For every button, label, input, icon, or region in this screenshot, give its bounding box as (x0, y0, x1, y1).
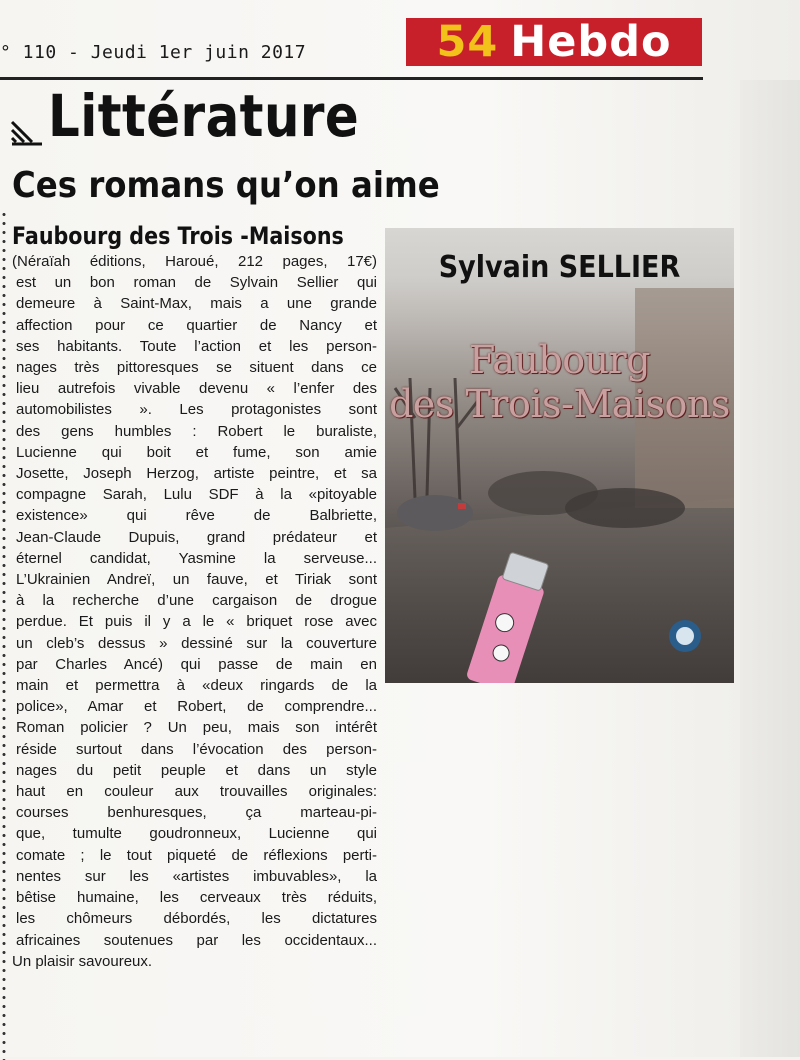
page-margin (740, 80, 800, 1057)
article-line: éternel candidat, Yasmine la serveuse... (16, 549, 377, 567)
article-line: lieu autrefois vivable devenu « l’enfer des (16, 380, 377, 398)
article-line: est un bon roman de Sylvain Sellier qui (16, 274, 377, 292)
masthead-logo (406, 18, 702, 66)
article-line: L’Ukrainien Andreï, un fauve, et Tiriak sont (16, 571, 377, 589)
article-line: Jean-Claude Dupuis, grand prédateur et (16, 528, 377, 546)
article-line: que, tumulte goudronneux, Lucienne qui (16, 825, 377, 843)
cover-title-line1: Faubourg (468, 338, 651, 382)
article-line: police», Amar et Robert, de comprendre... (16, 698, 377, 716)
book-cover-image (385, 228, 734, 683)
article-line: main et permettra à «deux ringards de la (16, 677, 377, 695)
article-line: bêtise humaine, les cerveaux très réduits, (16, 889, 377, 907)
article-line: courses benhuresques, ça marteau-pi- (16, 804, 377, 822)
article-line: Josette, Joseph Herzog, artiste peintre, et sa (16, 465, 377, 483)
article-line: nages du petit peuple et dans un style (16, 761, 377, 779)
article-body (12, 251, 377, 972)
article-line: affection pour ce quartier de Nancy et (16, 316, 377, 334)
cover-illustration (385, 228, 734, 683)
article-line: (Néraïah éditions, Haroué, 212 pages, 17€) (12, 253, 377, 270)
article-line: compagne Sarah, Lulu SDF à la «pitoyable (16, 486, 377, 504)
article-line: haut en couleur aux trouvailles originales: (16, 783, 377, 801)
article-line: Roman policier ? Un peu, mais son intérêt (16, 719, 377, 737)
article-line: africaines soutenues par les occidentaux... (16, 931, 377, 949)
header-rule (0, 77, 703, 80)
section-title: Littérature (48, 82, 360, 150)
article-line: demeure à Saint-Max, mais a une grande (16, 295, 377, 313)
article-line: Un plaisir savoureux. (12, 952, 153, 970)
article-line: par Charles Ancé) qui passe de main en (16, 655, 377, 673)
article-line: à la recherche d’une cargaison de drogue (16, 592, 377, 610)
dotted-margin-rule (2, 210, 6, 1060)
article-line: Lucienne qui boit et fume, son amie (16, 443, 377, 461)
article-line: un cleb’s dessus » dessiné sur la couverture (16, 634, 377, 652)
article-line: nentes sur les «artistes imbuvables», la (16, 867, 377, 885)
article-line: existence» qui rêve de Balbriette, (16, 507, 377, 525)
section-hatch-icon (10, 118, 44, 148)
article-line: les chômeurs débordés, les dictatures (16, 910, 377, 928)
cover-title-line2: des Trois-Maisons (389, 382, 730, 426)
cover-author: Sylvain SELLIER (438, 250, 681, 285)
article-line: comate ; le tout piqueté de réflexions perti- (16, 846, 377, 864)
cover-title (385, 338, 734, 426)
article-line: automobilistes ». Les protagonistes sont (16, 401, 377, 419)
issue-line: ° 110 - Jeudi 1er juin 2017 (0, 42, 307, 63)
article-line: ses habitants. Toute l’action et les person- (16, 337, 377, 355)
article-line: nages très pittoresques se situent dans ce (16, 359, 377, 377)
masthead-number: 54 (436, 17, 499, 67)
article-line: réside surtout dans l’évocation des person- (16, 740, 377, 758)
book-title: Faubourg des Trois -Maisons (12, 222, 344, 250)
article-line: perdue. Et puis il y a le « briquet rose avec (16, 613, 377, 631)
page-headline: Ces romans qu’on aime (12, 165, 440, 206)
article-line: des gens humbles : Robert le buraliste, (16, 422, 377, 440)
masthead-word: Hebdo (510, 17, 672, 67)
